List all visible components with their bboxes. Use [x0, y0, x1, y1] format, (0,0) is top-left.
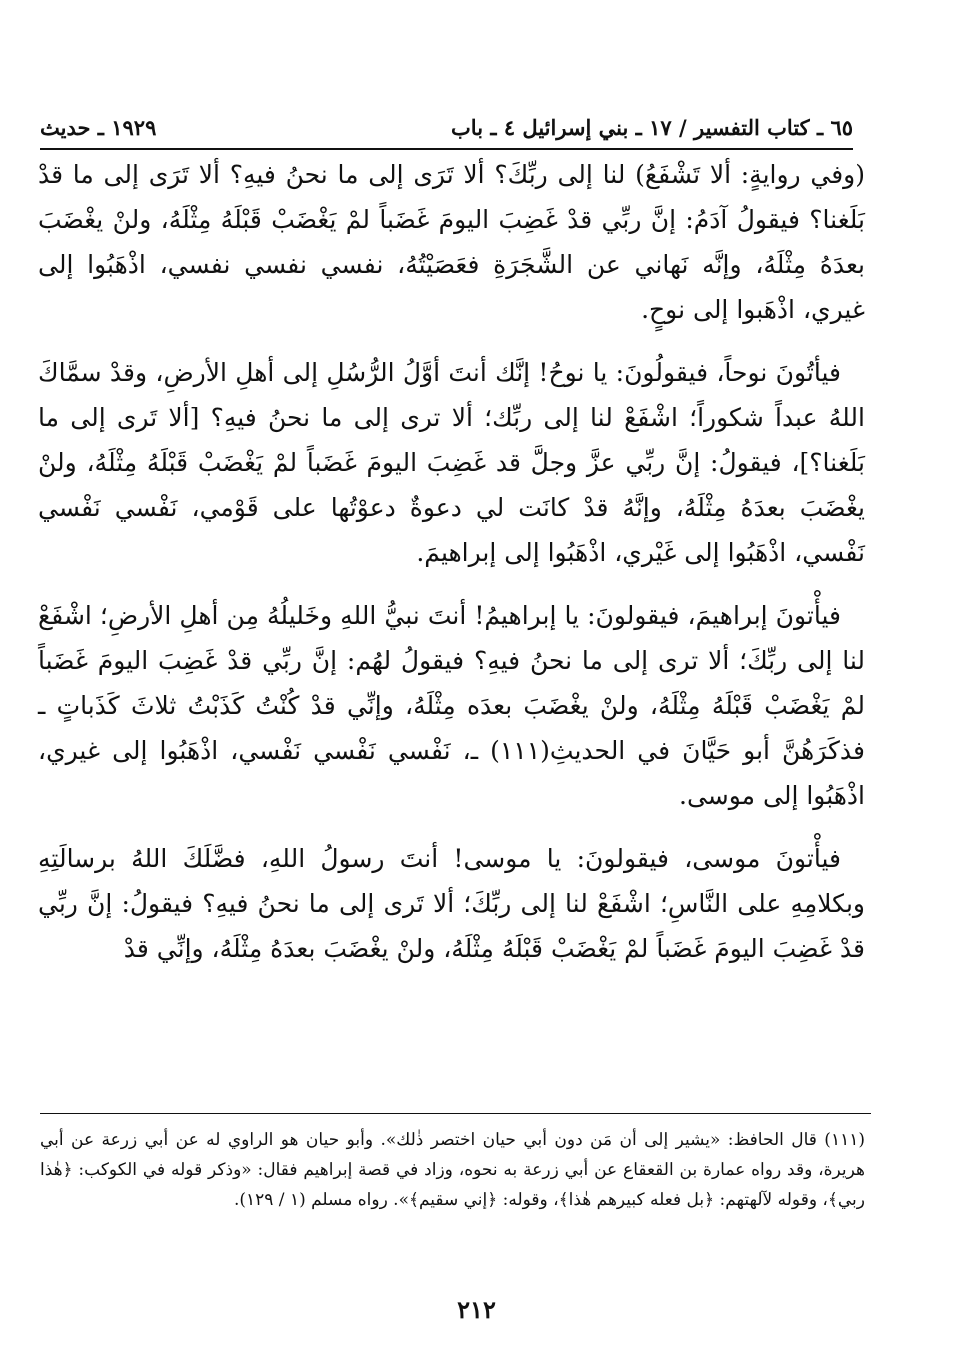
page-number: ٢١٢ [457, 1295, 496, 1324]
main-text [38, 152, 865, 989]
paragraph-musa: فيأْتونَ موسى، فيقولونَ: يا موسى! أنتَ رسولُ اللهِ، فضَّلَكَ اللهُ برسالَتِهِ وبكلامِهِ على النَّاسِ؛ اشْفَعْ لنا إلى ربِّكَ؛ ألا تَرى إلى ما نحنُ فيهِ؟ فيقولُ: إنَّ ربِّي قدْ غَضِبَ اليومَ غَضَباً لمْ يَغْضَبْ قَبْلَهُ مِثْلَهُ، ولنْ يغْضَبَ بعدَهُ مِثْلَهُ، وإنِّي قدْ [38, 844, 865, 963]
footnote-111: (١١١) قال الحافظ: «يشير إلى أن مَن دون أبي حيان اختصر ذٰلك». وأبو حيان هو الراوي له عن أبي زرعة عن أبي هريرة، وقد رواه عمارة بن القعقاع عن أبي زرعة به نحوه، وزاد في قصة إبراهيم فقال: «وذكر قوله في الكوكب: ﴿هٰذا ربي﴾، وقوله لآلهتهم: ﴿بل فعله كبيرهم هٰذا﴾، وقوله: ﴿إني سقيم﴾». رواه مسلم (١ / ١٢٩). [40, 1130, 865, 1210]
footnote-divider [40, 1113, 871, 1114]
paragraph-adam: (وفي روايةٍ: ألا تَشْفَعُ) لنا إلى ربِّكَ؟ ألا تَرَى إلى ما نحنُ فيهِ؟ ألا تَرَى إلى ما قدْ بَلَغنا؟ فيقولُ آدَمُ: إنَّ ربِّي قدْ غَضِبَ اليومَ غَضَباً لمْ يَغْضَبْ قَبْلَهُ مِثْلَهُ، ولنْ يغْضَبَ بعدَهُ مِثْلَهُ، وإنَّه نَهاني عن الشَّجَرَةِ فعَصَيْتُهُ، نفسي نفسي نفسي، اذْهَبُوا إلى غيري، اذْهَبوا إلى نوحٍ. [38, 160, 865, 324]
paragraph-ibrahim: فيأْتونَ إبراهيمَ، فيقولونَ: يا إبراهيمُ! أنتَ نبيُّ اللهِ وخَليلُهُ مِن أهلِ الأرضِ؛ اشْفَعْ لنا إلى ربِّكَ؛ ألا ترى إلى ما نحنُ فيهِ؟ فيقولُ لهُم: إنَّ ربِّي قدْ غَضِبَ اليومَ غَضَباً لمْ يَغْضَبْ قَبْلَهُ مِثْلَهُ، ولنْ يغْضَبَ بعدَه مِثْلَهُ، وإنِّي قدْ كُنْتُ كَذَبْتُ ثلاثَ كَذَباتٍ ـ فذكَرَهُنَّ أبو حَيَّانَ في الحديثِ(١١١) ـ، نَفْسي نَفْسي نَفْسي، اذْهَبُوا إلى غيري، اذْهَبُوا إلى موسى. [38, 601, 865, 810]
header-chapter-title: ٦٥ ـ كتاب التفسير / ١٧ ـ بني إسرائيل ٤ ـ باب [451, 115, 853, 140]
header-hadith-number: ١٩٢٩ ـ حديث [40, 115, 157, 140]
paragraph-nuh: فيأتُونَ نوحاً، فيقولُونَ: يا نوحُ! إنَّك أنتَ أوَّلُ الرُّسُلِ إلى أهلِ الأرضِ، وقدْ سمَّاكَ اللهُ عبداً شكوراً؛ اشْفَعْ لنا إلى ربِّك؛ ألا ترى إلى ما نحنُ فيهِ؟ [ألا تَرى إلى ما بَلَغنا؟]، فيقولُ: إنَّ ربِّي عزَّ وجلَّ قد غَضِبَ اليومَ غَضَباً لمْ يَغْضَبْ قَبْلَهُ مِثْلَهُ، ولنْ يغْضَبَ بعدَهُ مِثْلَهُ، وإنَّهُ قدْ كانَت لي دعوةٌ دعوْتُها على قَوْمي، نَفْسي نَفْسي نَفْسي، اذْهَبُوا إلى غَيْري، اذْهَبُوا إلى إبراهيمَ. [38, 358, 865, 567]
footnotes [40, 1125, 865, 1215]
running-header [40, 100, 853, 150]
